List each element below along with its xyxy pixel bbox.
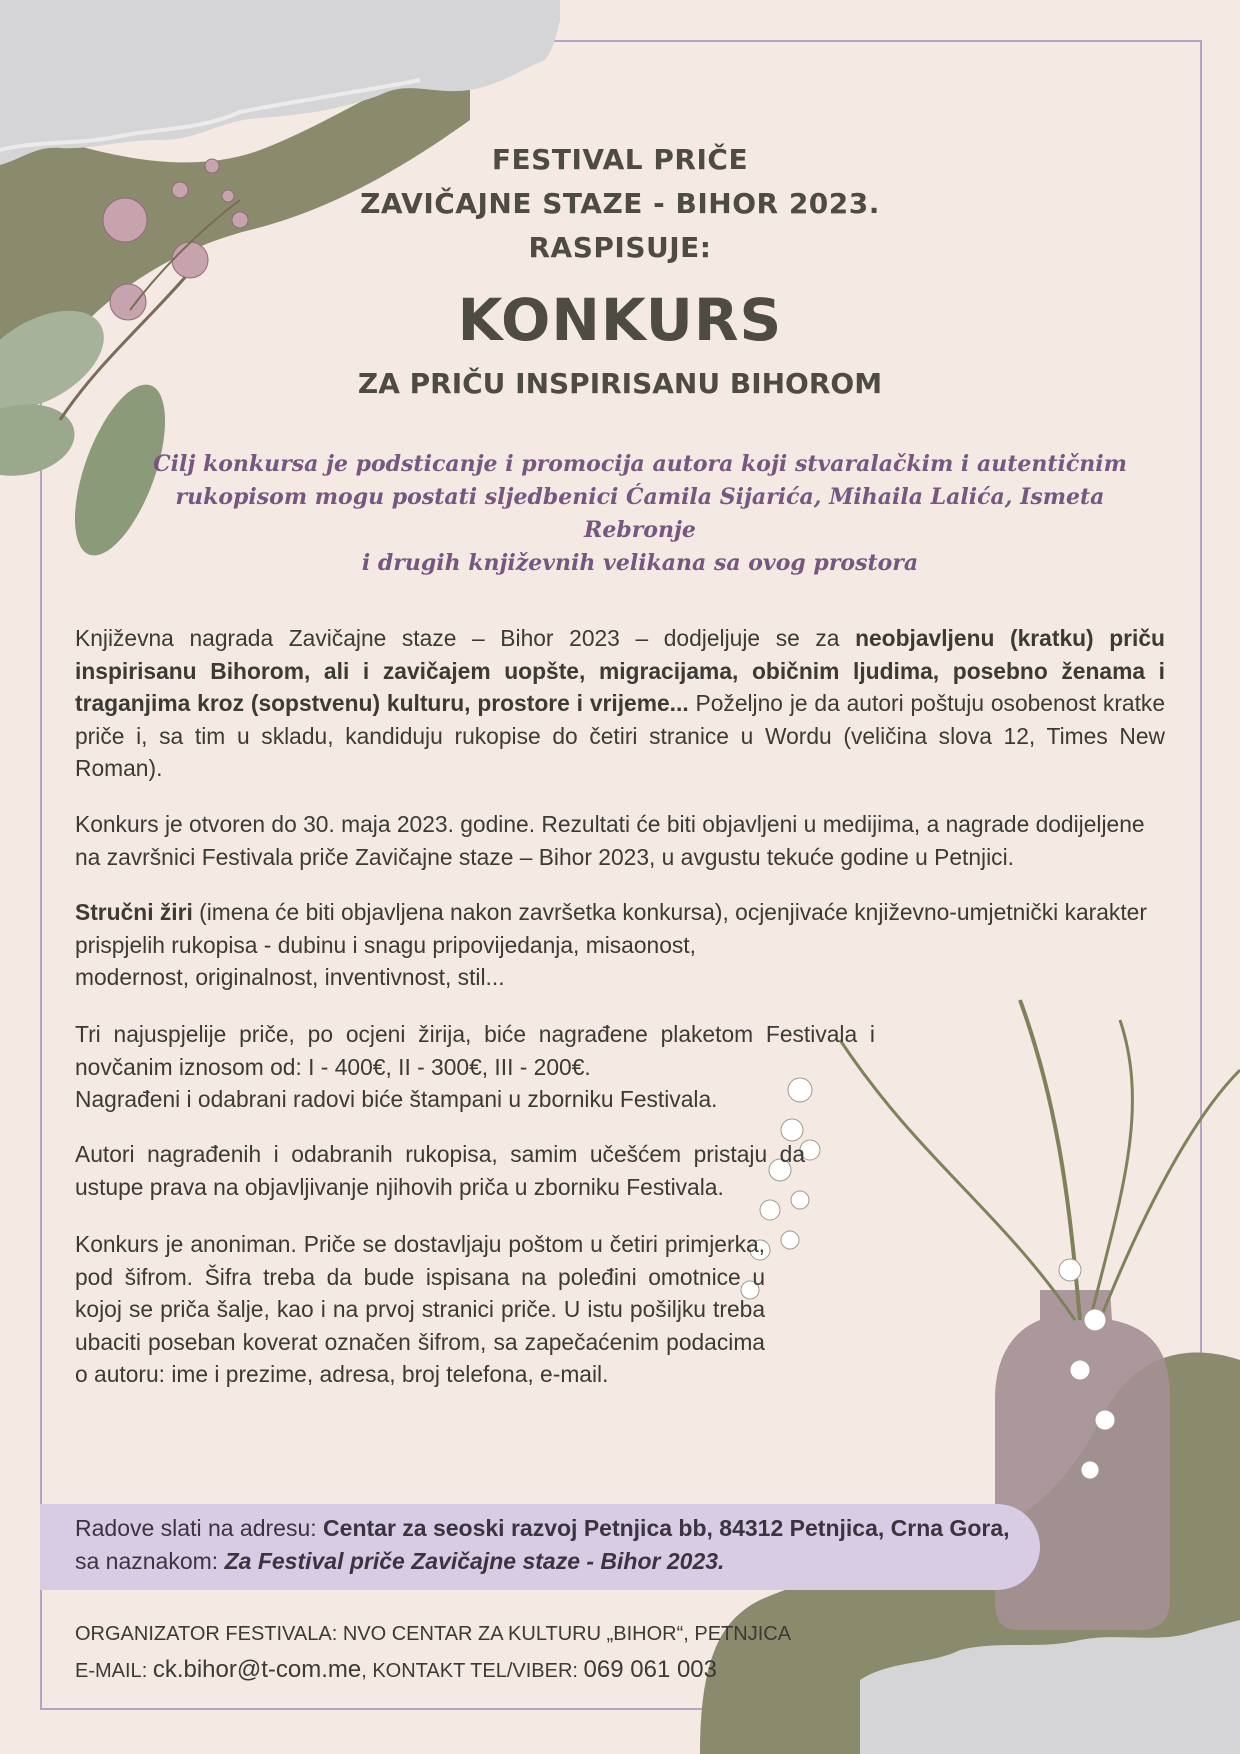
text-span: Poželjno je da autori poštuju osobenost kratke priče i, sa tim u skladu, kandiduju rukopise do četiri stranice u Wordu (veličina slova 12, Times New Roman). bbox=[75, 690, 1165, 781]
aim-line: Cilj konkursa je podsticanje i promocija autora koji stvaralačkim i autentičnim bbox=[153, 451, 1127, 477]
paragraph-anonymous: Konkurs je anoniman. Priče se dostavljaju poštom u četiri primjerka, pod šifrom. Šifra treba da bude ispisana na poleđini omotnice u kojoj se priča šalje, kao i na prvoj stranici priče. U istu pošiljku treba ubaciti poseban koverat označen šifrom, sa zapečaćenim podacima o autoru: ime i prezime, adresa, broj telefona, e-mail. bbox=[75, 1231, 765, 1387]
text-span: sa naznakom: bbox=[75, 1548, 225, 1574]
paragraph-deadline: Konkurs je otvoren do 30. maja 2023. godine. Rezultati će biti objavljeni u medijima, a nagrade dodijeljene na završnici Festivala priče Zavičajne staze – Bihor 2023, u avgustu tekuće godine u Petnjici. bbox=[75, 811, 1145, 870]
text-span: Književna nagrada Zavičajne staze – Bihor 2023 – dodjeljuje se za bbox=[75, 625, 856, 651]
paragraph-prizes bbox=[75, 1018, 875, 1116]
bold-text: Centar za seoski razvoj Petnjica bb, 84312 Petnjica, Crna Gora, bbox=[323, 1515, 1010, 1541]
text-span: Nagrađeni i odabrani radovi biće štampani u zborniku Festivala. bbox=[75, 1086, 718, 1112]
text-span: Tri najuspjelije priče, po ocjeni žirija, biće nagrađene plaketom Festivala i novčanim iznosom od: I - 400€, II - 300€, III - 200€. bbox=[75, 1021, 875, 1080]
text-span: Radove slati na adresu: bbox=[75, 1515, 324, 1541]
announces-label: RASPISUJE: bbox=[528, 231, 712, 264]
header bbox=[0, 138, 1240, 404]
page-subtitle: ZA PRIČU INSPIRISANU BIHOROM bbox=[357, 367, 883, 400]
contact-line: E-MAIL: ck.bihor@t-com.me, KONTAKT TEL/VIBER: 069 061 003 bbox=[75, 1656, 717, 1683]
bold-text: neobjavljenu (kratku) priču inspirisanu Bihorom, ali i zavičajem uopšte, migracijama, običnim ljudima, posebno ženama i traganjima kroz (sopstvenu) kulturu, prostore i vrijeme... bbox=[75, 625, 1165, 716]
submission-address bbox=[75, 1512, 1015, 1578]
text-span: modernost, originalnost, inventivnost, stil... bbox=[75, 964, 505, 990]
bold-text: Stručni žiri bbox=[75, 899, 193, 925]
aim-line: rukopisom mogu postati sljedbenici Ćamila Sijarića, Mihaila Lalića, Ismeta Rebronje bbox=[175, 484, 1105, 543]
organizer-info bbox=[75, 1616, 975, 1689]
festival-subtitle: ZAVIČAJNE STAZE - BIHOR 2023. bbox=[360, 187, 880, 220]
organizer-label: ORGANIZATOR FESTIVALA bbox=[75, 1623, 332, 1645]
paragraph-rights: Autori nagrađenih i odabranih rukopisa, samim učešćem pristaju da ustupe prava na objavljivanje njihovih priča u zborniku Festivala. bbox=[75, 1141, 805, 1200]
organizer-value: NVO CENTAR ZA KULTURU „BIHOR“, PETNJICA bbox=[342, 1623, 792, 1645]
email-value[interactable]: ck.bihor@t-com.me bbox=[152, 1656, 362, 1683]
bold-italic-text: Za Festival priče Zavičajne staze - Bihor 2023. bbox=[224, 1548, 725, 1574]
organizer-line: ORGANIZATOR FESTIVALA: NVO CENTAR ZA KULTURU „BIHOR“, PETNJICA bbox=[75, 1623, 792, 1645]
paragraph-jury bbox=[75, 896, 1165, 994]
text-span: (imena će biti objavljena nakon završetka konkursa), ocjenjivaće književno-umjetnički karakter prispjelih rukopisa - dubinu i snagu pripovijedanja, misaonost, bbox=[75, 899, 1147, 958]
page-title: KONKURS bbox=[457, 286, 783, 354]
contest-aim bbox=[150, 448, 1130, 580]
aim-line: i drugih književnih velikana sa ovog prostora bbox=[361, 550, 919, 576]
paragraph-award bbox=[75, 622, 1165, 785]
email-label: E-MAIL bbox=[75, 1660, 142, 1682]
festival-title: FESTIVAL PRIČE bbox=[491, 143, 749, 176]
phone-value[interactable]: 069 061 003 bbox=[583, 1656, 717, 1683]
phone-label: KONTAKT TEL/VIBER bbox=[372, 1660, 573, 1682]
